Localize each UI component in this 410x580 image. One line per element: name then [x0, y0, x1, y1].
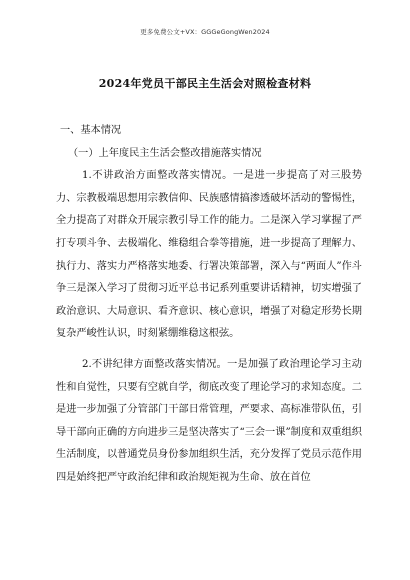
section-heading: 一、基本情况 [60, 125, 122, 136]
document-body [56, 120, 362, 490]
paragraph-discipline: 2.不讲纪律方面整改落实情况。一是加强了政治理论学习主动性和自觉性，只要有空就自学，彻底改变了理论学习的求知态度。二是进一步加强了分管部门干部日常管理，严要求、高标准带队伍，引导干部向正确的方向进步三是坚决落实了“三会一课”制度和双重组织生活制度，以普通党员身份参加组织生活，充分发挥了党员示范作用四是始终把严守政治纪律和政治规矩视为生命、放在首位 [56, 358, 362, 483]
header-watermark: 更多免费公文+VX：GGGeGongWen2024 [140, 28, 270, 36]
document-title: 2024年党员干部民主生活会对照检查材料 [98, 77, 312, 90]
paragraph-politics: 1.不讲政治方面整改落实情况。一是进一步提高了对三股势力、宗教极端思想用宗教信仰、民族感情搞渗透破坏活动的警惕性，全力提高了对群众开展宗教引导工作的能力。二是深入学习掌握了严打专项斗争、去极端化、维稳组合拳等措施，进一步提高了理解力、执行力、落实力严格落实地委、行署决策部署，深入与“两面人”作斗争三是深入学习了贯彻习近平总书记系列重要讲话精神，切实增强了政治意识、大局意识、看齐意识、核心意识，增强了对稳定形势长期复杂严峻性认识，时刻紧绷维稳这根弦。 [56, 170, 362, 340]
subsection-heading: （一）上年度民主生活会整改措施落实情况 [68, 147, 262, 159]
